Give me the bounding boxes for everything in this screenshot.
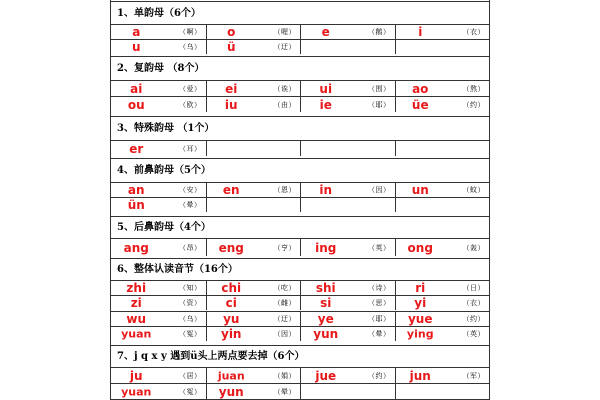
syllable-cell	[395, 312, 490, 326]
section-title: 5、后鼻韵母（4个）	[111, 216, 489, 238]
syllable-cell	[395, 384, 490, 399]
pinyin-syllable: o	[227, 25, 236, 39]
syllable-cell	[300, 81, 395, 96]
pinyin-syllable: yun	[218, 384, 244, 399]
table-row	[111, 80, 489, 96]
pinyin-syllable: ing	[315, 240, 337, 255]
syllable-cell	[300, 198, 395, 212]
pinyin-syllable: e	[321, 25, 330, 39]
example-character: （诗）	[368, 284, 391, 292]
table-row	[111, 367, 489, 383]
pinyin-syllable: juan	[217, 369, 245, 382]
table-row	[111, 280, 489, 295]
pinyin-syllable: chi	[221, 281, 242, 295]
pinyin-syllable: ang	[123, 240, 149, 255]
table-row	[111, 140, 489, 156]
example-character: （欧）	[179, 100, 202, 109]
example-character: （轰）	[462, 243, 485, 252]
pinyin-syllable: ai	[130, 81, 143, 96]
pinyin-syllable: yun	[313, 327, 339, 341]
syllable-cell	[300, 368, 395, 383]
example-character: （迂）	[273, 43, 296, 51]
pinyin-syllable: un	[411, 183, 429, 197]
syllable-cell	[300, 312, 395, 326]
syllable-cell	[300, 40, 395, 54]
pinyin-syllable: ying	[406, 327, 434, 341]
example-character: （晕）	[273, 387, 296, 396]
pinyin-syllable: iu	[224, 97, 238, 112]
pinyin-syllable: yi	[414, 296, 427, 310]
table-row	[111, 238, 489, 256]
pinyin-syllable: ü	[226, 40, 236, 54]
pinyin-syllable: ye	[317, 312, 334, 326]
example-character: （诶）	[273, 84, 296, 93]
example-character: （英）	[368, 243, 391, 252]
example-character: （恩）	[273, 186, 296, 194]
pinyin-syllable: jue	[315, 368, 337, 383]
example-character: （乌）	[179, 43, 202, 51]
example-character: （思）	[368, 299, 391, 307]
example-character: （耶）	[368, 315, 391, 323]
example-character: （喔）	[273, 28, 296, 36]
pinyin-syllable: yin	[221, 327, 242, 341]
syllable-cell	[300, 281, 395, 295]
pinyin-syllable: ei	[225, 81, 238, 96]
pinyin-syllable: ui	[319, 81, 333, 96]
example-character: （娟）	[273, 371, 296, 380]
syllable-cell	[111, 81, 206, 96]
syllable-cell	[111, 25, 206, 39]
section-title: 1、单韵母（6个）	[111, 1, 489, 24]
example-character: （居）	[179, 371, 202, 380]
section-title: 3、特殊韵母 （1个）	[111, 116, 489, 140]
table-row	[111, 197, 489, 212]
syllable-cell	[300, 25, 395, 39]
example-character: （乌）	[179, 315, 202, 323]
table-row	[111, 182, 489, 197]
table-row	[111, 326, 489, 341]
pinyin-syllable: er	[129, 141, 144, 156]
syllable-cell	[300, 141, 395, 156]
example-character: （啊）	[179, 28, 202, 36]
syllable-cell	[395, 183, 490, 197]
pinyin-syllable: zi	[130, 296, 142, 310]
table-row	[111, 383, 489, 399]
syllable-cell	[300, 296, 395, 310]
syllable-cell	[111, 40, 206, 54]
syllable-cell	[111, 327, 206, 341]
example-character: （因）	[273, 330, 296, 338]
syllable-cell	[395, 25, 490, 39]
example-character: （晕）	[179, 201, 202, 209]
example-character: （蚊）	[462, 186, 485, 194]
example-character: （由）	[273, 100, 296, 109]
example-character: （冤）	[179, 387, 202, 396]
example-character: （资）	[179, 299, 202, 307]
example-character: （吃）	[273, 284, 296, 292]
syllable-cell	[395, 239, 490, 256]
example-character: （昂）	[179, 243, 202, 252]
pinyin-syllable: u	[131, 40, 141, 54]
pinyin-syllable: ri	[415, 281, 426, 295]
pinyin-syllable: i	[418, 25, 423, 39]
pinyin-syllable: wu	[126, 312, 147, 326]
syllable-cell	[206, 368, 301, 383]
syllable-cell	[206, 239, 301, 256]
example-character: （围）	[368, 84, 391, 93]
syllable-cell	[206, 141, 301, 156]
pinyin-syllable: yu	[223, 312, 240, 326]
syllable-cell	[206, 183, 301, 197]
syllable-cell	[300, 384, 395, 399]
pinyin-syllable: yuan	[121, 327, 152, 341]
section-title: 2、复韵母 （8个）	[111, 56, 489, 80]
pinyin-syllable: jun	[409, 368, 431, 383]
pinyin-syllable: üe	[411, 97, 429, 112]
syllable-cell	[206, 384, 301, 399]
example-character: （约）	[462, 315, 485, 323]
example-character: （亨）	[273, 243, 296, 252]
pinyin-syllable: shi	[315, 281, 336, 295]
syllable-cell	[395, 40, 490, 54]
syllable-cell	[395, 198, 490, 212]
example-character: （耶）	[368, 100, 391, 109]
pinyin-syllable: a	[132, 25, 141, 39]
example-character: （因）	[368, 186, 391, 194]
example-character: （日）	[462, 284, 485, 292]
example-character: （熬）	[462, 84, 485, 93]
pinyin-syllable: an	[127, 183, 145, 197]
example-character: （冤）	[179, 330, 202, 338]
table-row	[111, 311, 489, 326]
syllable-cell	[206, 296, 301, 310]
syllable-cell	[111, 141, 206, 156]
pinyin-syllable: ju	[129, 368, 143, 383]
example-character: （爱）	[179, 84, 202, 93]
pinyin-syllable: ao	[412, 81, 429, 96]
syllable-cell	[206, 81, 301, 96]
example-character: （雌）	[273, 299, 296, 307]
syllable-cell	[111, 368, 206, 383]
example-character: （英）	[462, 330, 485, 338]
example-character: （迂）	[273, 315, 296, 323]
syllable-cell	[206, 40, 301, 54]
example-character: （鹅）	[368, 28, 391, 36]
syllable-cell	[111, 296, 206, 310]
syllable-cell	[300, 97, 395, 112]
syllable-cell	[300, 239, 395, 256]
pinyin-syllable: yue	[407, 312, 433, 326]
example-character: （约）	[368, 371, 391, 380]
pinyin-syllable: ün	[127, 198, 145, 212]
pinyin-syllable: in	[319, 183, 333, 197]
syllable-cell	[111, 183, 206, 197]
example-character: （约）	[462, 100, 485, 109]
syllable-cell	[395, 327, 490, 341]
syllable-cell	[395, 141, 490, 156]
syllable-cell	[206, 25, 301, 39]
section-title: 4、前鼻韵母（5个）	[111, 158, 489, 182]
syllable-cell	[206, 281, 301, 295]
pinyin-syllable: yuan	[121, 385, 152, 398]
syllable-cell	[111, 384, 206, 399]
pinyin-syllable: zhi	[126, 281, 147, 295]
pinyin-table	[110, 0, 490, 400]
syllable-cell	[111, 239, 206, 256]
pinyin-syllable: si	[320, 296, 332, 310]
syllable-cell	[300, 183, 395, 197]
section-title: 7、j q x y 遇到ü头上两点要去掉（6个）	[111, 345, 489, 367]
syllable-cell	[111, 312, 206, 326]
example-character: （安）	[179, 186, 202, 194]
syllable-cell	[395, 97, 490, 112]
pinyin-syllable: en	[222, 183, 240, 197]
syllable-cell	[395, 296, 490, 310]
example-character: （衣）	[462, 299, 485, 307]
syllable-cell	[111, 281, 206, 295]
syllable-cell	[111, 198, 206, 212]
example-character: （耳）	[179, 144, 202, 153]
example-character: （晕）	[368, 330, 391, 338]
syllable-cell	[206, 198, 301, 212]
syllable-cell	[206, 327, 301, 341]
syllable-cell	[300, 327, 395, 341]
syllable-cell	[395, 281, 490, 295]
pinyin-syllable: ci	[225, 296, 237, 310]
syllable-cell	[206, 312, 301, 326]
table-row	[111, 39, 489, 54]
syllable-cell	[395, 368, 490, 383]
example-character: （军）	[462, 371, 485, 380]
syllable-cell	[395, 81, 490, 96]
table-row	[111, 295, 489, 310]
pinyin-syllable: eng	[218, 240, 244, 255]
example-character: （知）	[179, 284, 202, 292]
table-row	[111, 96, 489, 112]
section-title: 6、整体认读音节（16个）	[111, 258, 489, 280]
example-character: （衣）	[462, 28, 485, 36]
syllable-cell	[111, 97, 206, 112]
table-row	[111, 24, 489, 39]
pinyin-syllable: ie	[319, 97, 332, 112]
syllable-cell	[206, 97, 301, 112]
pinyin-syllable: ong	[407, 240, 433, 255]
pinyin-syllable: ou	[127, 97, 145, 112]
